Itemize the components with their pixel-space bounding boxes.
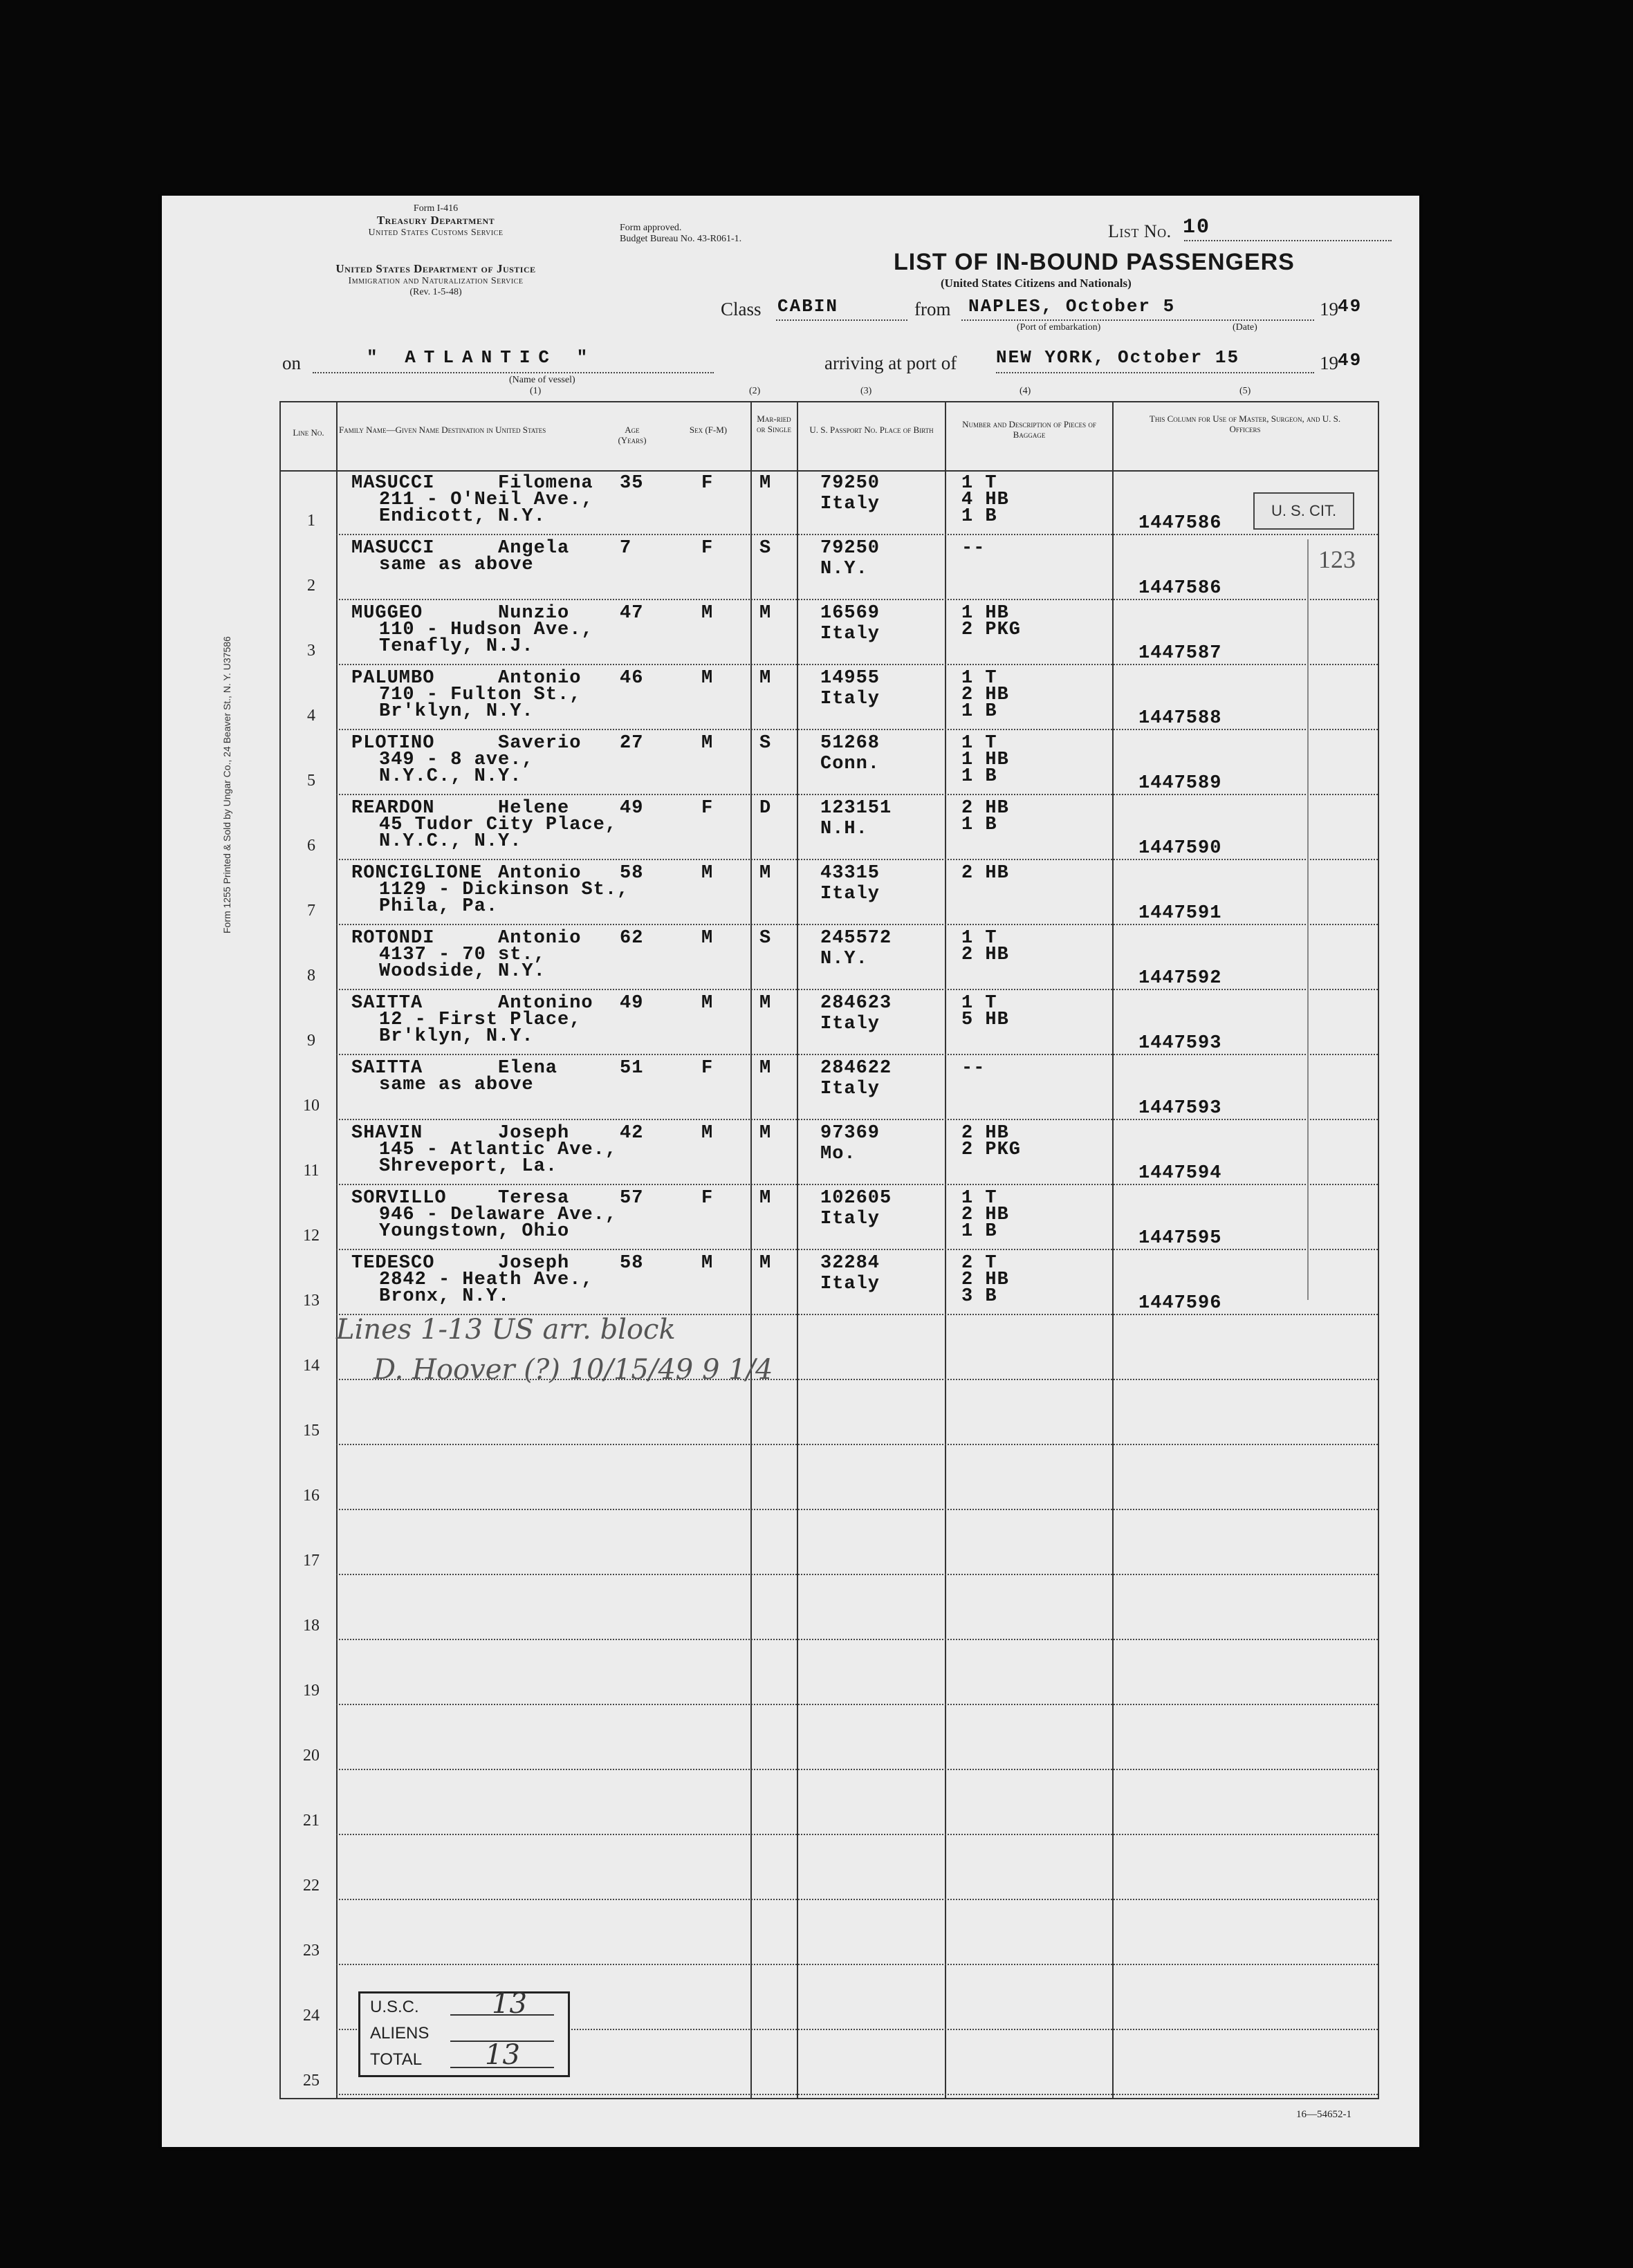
row-line-number: 8 — [307, 967, 315, 985]
passport-no: 97369 — [820, 1123, 880, 1144]
destination-line: 4137 - 70 st., — [379, 945, 546, 965]
baggage-item: 1 B — [961, 815, 997, 835]
row-separator — [336, 1119, 1378, 1120]
header-married: Mar-ried or Single — [757, 413, 791, 434]
row-separator — [336, 729, 1378, 730]
row-line-number: 15 — [303, 1422, 320, 1440]
family-name: PALUMBO — [351, 668, 435, 689]
baggage-item: 2 HB — [961, 1270, 1009, 1290]
row-line-number: 13 — [303, 1292, 320, 1310]
place-of-birth: Mo. — [820, 1144, 856, 1164]
table-top-border — [279, 401, 1378, 402]
family-name: RONCIGLIONE — [351, 863, 483, 884]
baggage-item: 2 HB — [961, 1205, 1009, 1225]
row-separator — [336, 1964, 1378, 1965]
list-no-line — [1184, 240, 1392, 241]
baggage-item: 1 B — [961, 701, 997, 722]
header-passport: U. S. Passport No. Place of Birth — [809, 425, 934, 435]
handwritten-note-2: D. Hoover (?) 10/15/49 9 1/4 — [373, 1354, 773, 1386]
col-divider — [797, 401, 798, 2099]
row-line-number: 25 — [303, 2072, 320, 2090]
given-name: Antonio — [498, 928, 582, 949]
age: 58 — [620, 1253, 644, 1274]
place-of-birth: Italy — [820, 1014, 880, 1034]
destination-line: 211 - O'Neil Ave., — [379, 490, 593, 510]
baggage-item: 2 HB — [961, 945, 1009, 965]
marital-status: M — [759, 1123, 772, 1144]
year-2: 49 — [1338, 350, 1363, 371]
age: 58 — [620, 863, 644, 884]
row-separator — [336, 1639, 1378, 1640]
marital-status: M — [759, 1253, 772, 1274]
officer-number: 1447594 — [1138, 1163, 1222, 1184]
row-separator — [336, 1574, 1378, 1575]
baggage-item: 2 T — [961, 1253, 997, 1274]
place-of-birth: Conn. — [820, 754, 880, 774]
marital-status: S — [759, 538, 772, 559]
place-of-birth: Italy — [820, 1079, 880, 1099]
family-name: SORVILLO — [351, 1188, 447, 1209]
given-name: Nunzio — [498, 603, 570, 624]
baggage-item: 1 T — [961, 473, 997, 494]
baggage-item: 2 PKG — [961, 620, 1022, 640]
handwritten-note-1: Lines 1-13 US arr. block — [336, 1314, 676, 1346]
family-name: TEDESCO — [351, 1253, 435, 1274]
baggage-item: 1 B — [961, 1221, 997, 1242]
baggage-item: 1 T — [961, 928, 997, 949]
age: 27 — [620, 733, 644, 754]
sex: F — [701, 1058, 714, 1079]
passport-no: 32284 — [820, 1253, 880, 1274]
passport-no: 245572 — [820, 928, 892, 949]
row-line-number: 20 — [303, 1747, 320, 1765]
header-sex: Sex (F-M) — [689, 425, 728, 435]
baggage-item: 5 HB — [961, 1010, 1009, 1030]
given-name: Antonio — [498, 863, 582, 884]
row-line-number: 21 — [303, 1812, 320, 1830]
family-name: SAITTA — [351, 993, 423, 1014]
on-label: on — [282, 353, 301, 373]
row-separator — [336, 1899, 1378, 1900]
age: 46 — [620, 668, 644, 689]
usc-label: U.S.C. — [370, 1998, 419, 2016]
row-line-number: 23 — [303, 1942, 320, 1960]
destination-line: N.Y.C., N.Y. — [379, 766, 522, 787]
page-title: LIST OF IN-BOUND PASSENGERS — [894, 249, 1295, 275]
sex: M — [701, 733, 714, 754]
port-embark-note: (Port of embarkation) — [1017, 322, 1101, 333]
treasury-dept: Treasury Department — [376, 214, 495, 227]
form-approved: Form approved. — [620, 223, 682, 233]
marital-status: M — [759, 863, 772, 884]
row-separator — [336, 1249, 1378, 1250]
family-name: MASUCCI — [351, 538, 435, 559]
class-value: CABIN — [777, 296, 839, 317]
row-separator — [336, 1834, 1378, 1835]
destination-line: Br'klyn, N.Y. — [379, 1026, 534, 1047]
ins-service: Immigration and Naturalization Service — [348, 276, 524, 286]
officer-number: 1447587 — [1138, 643, 1222, 664]
budget-bureau: Budget Bureau No. 43-R061-1. — [620, 234, 742, 244]
marital-status: S — [759, 928, 772, 949]
given-name: Helene — [498, 798, 570, 819]
age: 49 — [620, 798, 644, 819]
row-separator — [336, 1054, 1378, 1055]
given-name: Filomena — [498, 473, 593, 494]
row-line-number: 22 — [303, 1877, 320, 1895]
place-of-birth: Italy — [820, 884, 880, 904]
destination-line: N.Y.C., N.Y. — [379, 831, 522, 852]
marital-status: M — [759, 668, 772, 689]
officer-number: 1447588 — [1138, 708, 1222, 729]
customs-service: United States Customs Service — [368, 227, 504, 238]
age: 57 — [620, 1188, 644, 1209]
header-name: Family Name—Given Name Destination in United States — [339, 425, 546, 435]
row-separator — [336, 1444, 1378, 1445]
table-header-border — [279, 470, 1378, 472]
row-line-number: 2 — [307, 577, 315, 595]
place-of-birth: Italy — [820, 1209, 880, 1229]
age: 42 — [620, 1123, 644, 1144]
vessel-note: (Name of vessel) — [509, 375, 575, 385]
family-name: REARDON — [351, 798, 435, 819]
row-line-number: 18 — [303, 1617, 320, 1635]
destination-line: 710 - Fulton St., — [379, 685, 582, 705]
col-divider — [1112, 401, 1114, 2099]
officer-number: 1447586 — [1138, 578, 1222, 599]
baggage-item: 1 HB — [961, 750, 1009, 770]
destination-line: 349 - 8 ave., — [379, 750, 534, 770]
list-no-label: List No. — [1108, 221, 1172, 241]
baggage-item: 1 T — [961, 993, 997, 1014]
class-label: Class — [721, 299, 762, 319]
row-separator — [336, 2094, 1378, 2095]
officer-number: 1447592 — [1138, 968, 1222, 989]
passport-no: 284623 — [820, 993, 892, 1014]
place-of-birth: Italy — [820, 624, 880, 644]
sex: F — [701, 473, 714, 494]
row-line-number: 14 — [303, 1357, 320, 1375]
page-subtitle: (United States Citizens and Nationals) — [941, 277, 1132, 290]
passport-no: 79250 — [820, 538, 880, 559]
age: 62 — [620, 928, 644, 949]
row-separator — [336, 924, 1378, 925]
col-divider — [336, 401, 338, 2099]
passport-no: 51268 — [820, 733, 880, 754]
age: 35 — [620, 473, 644, 494]
destination-line: 2842 - Heath Ave., — [379, 1270, 593, 1290]
passport-no: 43315 — [820, 863, 880, 884]
destination-line: 1129 - Dickinson St., — [379, 880, 629, 900]
officer-number: 1447586 — [1138, 513, 1222, 534]
col-divider — [750, 401, 752, 2099]
baggage-item: 2 HB — [961, 798, 1009, 819]
row-separator — [336, 794, 1378, 795]
sex: M — [701, 668, 714, 689]
destination-line: Shreveport, La. — [379, 1156, 558, 1177]
totals-box — [358, 1988, 570, 2077]
class-line — [776, 319, 907, 321]
baggage-item: 1 B — [961, 506, 997, 527]
marital-status: S — [759, 733, 772, 754]
sex: F — [701, 1188, 714, 1209]
marital-status: M — [759, 473, 772, 494]
col-divider — [1378, 401, 1379, 2099]
row-line-number: 10 — [303, 1097, 320, 1115]
footer-code: 16—54652-1 — [1296, 2109, 1351, 2120]
place-of-birth: Italy — [820, 689, 880, 709]
form-number: Form I-416 — [413, 203, 459, 214]
baggage-item: -- — [961, 1058, 986, 1079]
family-name: ROTONDI — [351, 928, 435, 949]
passport-no: 284622 — [820, 1058, 892, 1079]
sex: M — [701, 863, 714, 884]
col-num-1: (1) — [530, 386, 542, 396]
passport-no: 79250 — [820, 473, 880, 494]
col-divider — [945, 401, 946, 2099]
row-separator — [336, 1184, 1378, 1185]
place-of-birth: Italy — [820, 1274, 880, 1294]
place-of-birth: N.Y. — [820, 559, 868, 579]
officer-number: 1447589 — [1138, 773, 1222, 794]
family-name: SHAVIN — [351, 1123, 423, 1144]
destination-line: Br'klyn, N.Y. — [379, 701, 534, 722]
usc-value: 13 — [492, 1988, 527, 2020]
row-line-number: 17 — [303, 1552, 320, 1570]
given-name: Angela — [498, 538, 570, 559]
marital-status: M — [759, 603, 772, 624]
from-label: from — [914, 299, 951, 319]
marital-status: M — [759, 1188, 772, 1209]
printer-imprint: Form 1255 Printed & Sold by Ungar Co., 24 Beaver St., N. Y. U37586 — [221, 636, 232, 933]
destination-line: Bronx, N.Y. — [379, 1286, 510, 1307]
passport-no: 102605 — [820, 1188, 892, 1209]
place-of-birth: N.H. — [820, 819, 868, 839]
baggage-item: 2 HB — [961, 863, 1009, 884]
revision: (Rev. 1-5-48) — [409, 287, 462, 297]
destination-line: 45 Tudor City Place, — [379, 815, 618, 835]
sex: M — [701, 993, 714, 1014]
us-cit-stamp: U. S. CIT. — [1253, 492, 1354, 530]
row-line-number: 4 — [307, 707, 315, 725]
given-name: Antonino — [498, 993, 593, 1014]
arriving-value: NEW YORK, October 15 — [996, 347, 1240, 368]
arriving-line — [996, 372, 1314, 373]
officer-number: 1447590 — [1138, 838, 1222, 859]
total-label: TOTAL — [370, 2050, 423, 2069]
destination-line: Phila, Pa. — [379, 896, 499, 917]
col-num-3: (3) — [860, 386, 872, 396]
from-value: NAPLES, October 5 — [968, 296, 1176, 317]
age: 51 — [620, 1058, 644, 1079]
row-separator — [336, 1509, 1378, 1510]
family-name: MASUCCI — [351, 473, 435, 494]
marital-status: D — [759, 798, 772, 819]
sex: F — [701, 798, 714, 819]
age: 7 — [620, 538, 632, 559]
marital-status: M — [759, 993, 772, 1014]
row-separator — [336, 599, 1378, 600]
row-line-number: 7 — [307, 902, 315, 920]
family-name: PLOTINO — [351, 733, 435, 754]
baggage-item: 4 HB — [961, 490, 1009, 510]
destination-line: Tenafly, N.J. — [379, 636, 534, 657]
row-separator — [336, 989, 1378, 990]
page-mark: 123 — [1318, 546, 1356, 573]
aliens-label: ALIENS — [370, 2024, 430, 2043]
sex: M — [701, 1123, 714, 1144]
justice-dept: United States Department of Justice — [335, 262, 536, 275]
col-divider — [279, 401, 281, 2099]
list-no-value: 10 — [1183, 216, 1211, 239]
sex: M — [701, 603, 714, 624]
row-line-number: 24 — [303, 2007, 320, 2025]
destination-line: 12 - First Place, — [379, 1010, 582, 1030]
sex: F — [701, 538, 714, 559]
col-num-5: (5) — [1239, 386, 1251, 396]
year-1: 49 — [1338, 296, 1363, 317]
header-baggage: Number and Description of Pieces of Baggage — [962, 419, 1096, 440]
row-line-number: 3 — [307, 642, 315, 660]
col-num-2: (2) — [749, 386, 761, 396]
row-separator — [336, 1769, 1378, 1770]
total-value: 13 — [485, 2039, 520, 2071]
row-line-number: 12 — [303, 1227, 320, 1245]
passport-no: 14955 — [820, 668, 880, 689]
age: 49 — [620, 993, 644, 1014]
place-of-birth: N.Y. — [820, 949, 868, 969]
officer-number: 1447591 — [1138, 903, 1222, 924]
officer-number: 1447596 — [1138, 1293, 1222, 1314]
row-separator — [336, 1704, 1378, 1705]
family-name: MUGGEO — [351, 603, 423, 624]
pencil-bracket — [1307, 539, 1309, 1300]
sex: M — [701, 928, 714, 949]
baggage-item: -- — [961, 538, 986, 559]
baggage-item: 2 PKG — [961, 1140, 1022, 1160]
baggage-item: 2 HB — [961, 685, 1009, 705]
age: 47 — [620, 603, 644, 624]
officer-number: 1447593 — [1138, 1033, 1222, 1054]
baggage-item: 1 T — [961, 1188, 997, 1209]
given-name: Antonio — [498, 668, 582, 689]
vessel-line — [313, 372, 714, 373]
passport-no: 16569 — [820, 603, 880, 624]
destination-line: same as above — [379, 1075, 534, 1095]
row-line-number: 1 — [307, 512, 315, 530]
row-line-number: 19 — [303, 1682, 320, 1700]
given-name: Joseph — [498, 1123, 570, 1144]
manifest-page — [162, 196, 1419, 2147]
row-line-number: 6 — [307, 837, 315, 855]
row-line-number: 11 — [303, 1162, 320, 1180]
header-age: Age (Years) — [618, 425, 647, 445]
officer-number: 1447593 — [1138, 1098, 1222, 1119]
date-note: (Date) — [1233, 322, 1257, 333]
destination-line: 145 - Atlantic Ave., — [379, 1140, 618, 1160]
officer-number: 1447595 — [1138, 1228, 1222, 1249]
baggage-item: 1 B — [961, 766, 997, 787]
marital-status: M — [759, 1058, 772, 1079]
baggage-item: 1 T — [961, 668, 997, 689]
given-name: Elena — [498, 1058, 558, 1079]
row-separator — [336, 859, 1378, 860]
baggage-item: 2 HB — [961, 1123, 1009, 1144]
vessel-name: " ATLANTIC " — [367, 347, 596, 368]
year-prefix-2: 19 — [1320, 353, 1338, 373]
destination-line: Youngstown, Ohio — [379, 1221, 570, 1242]
arriving-label: arriving at port of — [824, 353, 957, 373]
row-separator — [336, 534, 1378, 535]
given-name: Joseph — [498, 1253, 570, 1274]
destination-line: same as above — [379, 555, 534, 575]
row-line-number: 5 — [307, 772, 315, 790]
header-officers: This Column for Use of Master, Surgeon, and U. S. Officers — [1149, 413, 1341, 434]
destination-line: 110 - Hudson Ave., — [379, 620, 593, 640]
family-name: SAITTA — [351, 1058, 423, 1079]
destination-line: Endicott, N.Y. — [379, 506, 546, 527]
given-name: Teresa — [498, 1188, 570, 1209]
row-line-number: 9 — [307, 1032, 315, 1050]
sex: M — [701, 1253, 714, 1274]
from-line — [961, 319, 1314, 321]
baggage-item: 1 T — [961, 733, 997, 754]
passport-no: 123151 — [820, 798, 892, 819]
destination-line: 946 - Delaware Ave., — [379, 1205, 618, 1225]
given-name: Saverio — [498, 733, 582, 754]
col-num-4: (4) — [1020, 386, 1031, 396]
baggage-item: 3 B — [961, 1286, 997, 1307]
header-line-no: Line No. — [293, 427, 324, 438]
baggage-item: 1 HB — [961, 603, 1009, 624]
year-prefix-1: 19 — [1320, 299, 1338, 319]
table-bottom-border — [279, 2098, 1378, 2099]
row-separator — [336, 664, 1378, 665]
row-line-number: 16 — [303, 1487, 320, 1505]
place-of-birth: Italy — [820, 494, 880, 514]
destination-line: Woodside, N.Y. — [379, 961, 546, 982]
